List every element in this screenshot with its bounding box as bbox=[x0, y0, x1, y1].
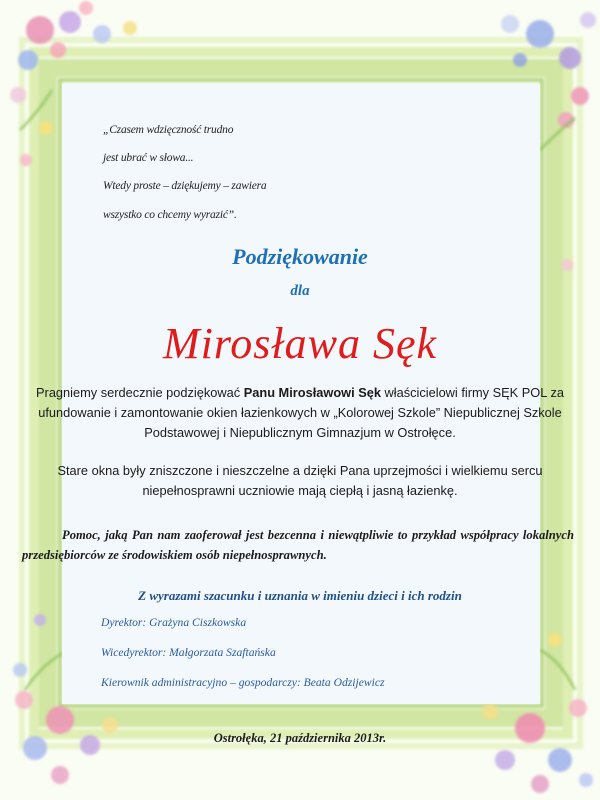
date-line: Ostrołęka, 21 października 2013r. bbox=[213, 731, 387, 745]
regards-line: Z wyrazami szacunku i uznania w imieniu dzieci i ich rodzin bbox=[138, 588, 462, 603]
quote-line: Wtedy proste – dziękujemy – zawiera bbox=[103, 180, 267, 192]
paragraph-1 bbox=[24, 383, 576, 443]
signature-administrator: Kierownik administracyjno – gospodarczy: Beata Odzijewicz bbox=[101, 676, 385, 689]
paragraph-3: Pomoc, jaką Pan nam zaoferował jest bezcenna i niewątpliwie to przykład współpracy lokalnych przedsiębiorców ze środowiskiem osób niepełnosprawnych. bbox=[22, 528, 574, 562]
paragraph-1-end: właścicielowi firmy SĘK POL za ufundowanie i zamontowanie okien łazienkowych w „Kolorowej Szkole” Niepublicznej Szkole Podstawowej i Niepublicznym Gimnazjum w Ostrołęce. bbox=[38, 385, 564, 440]
certificate-title: Podziękowanie bbox=[232, 244, 368, 269]
quote-line: wszystko co chcemy wyrazić”. bbox=[103, 209, 237, 221]
recipient-name: Mirosława Sęk bbox=[162, 319, 438, 368]
paragraph-1-bold: Panu Mirosławowi Sęk bbox=[243, 385, 381, 400]
quote-line: jest ubrać w słowa... bbox=[103, 152, 194, 164]
signature-vice-director: Wicedyrektor: Małgorzata Szaftańska bbox=[101, 646, 276, 659]
certificate-subtitle: dla bbox=[290, 283, 310, 299]
paragraph-1-start: Pragniemy serdecznie podziękować bbox=[36, 385, 244, 400]
signature-director: Dyrektor: Grażyna Ciszkowska bbox=[101, 616, 247, 629]
quote-line: „Czasem wdzięczność trudno bbox=[103, 124, 234, 136]
paragraph-2: Stare okna były zniszczone i nieszczelne a dzięki Pana uprzejmości i wielkiemu sercu niepełnosprawni uczniowie mają ciepłą i jasną łazienkę. bbox=[57, 463, 543, 498]
